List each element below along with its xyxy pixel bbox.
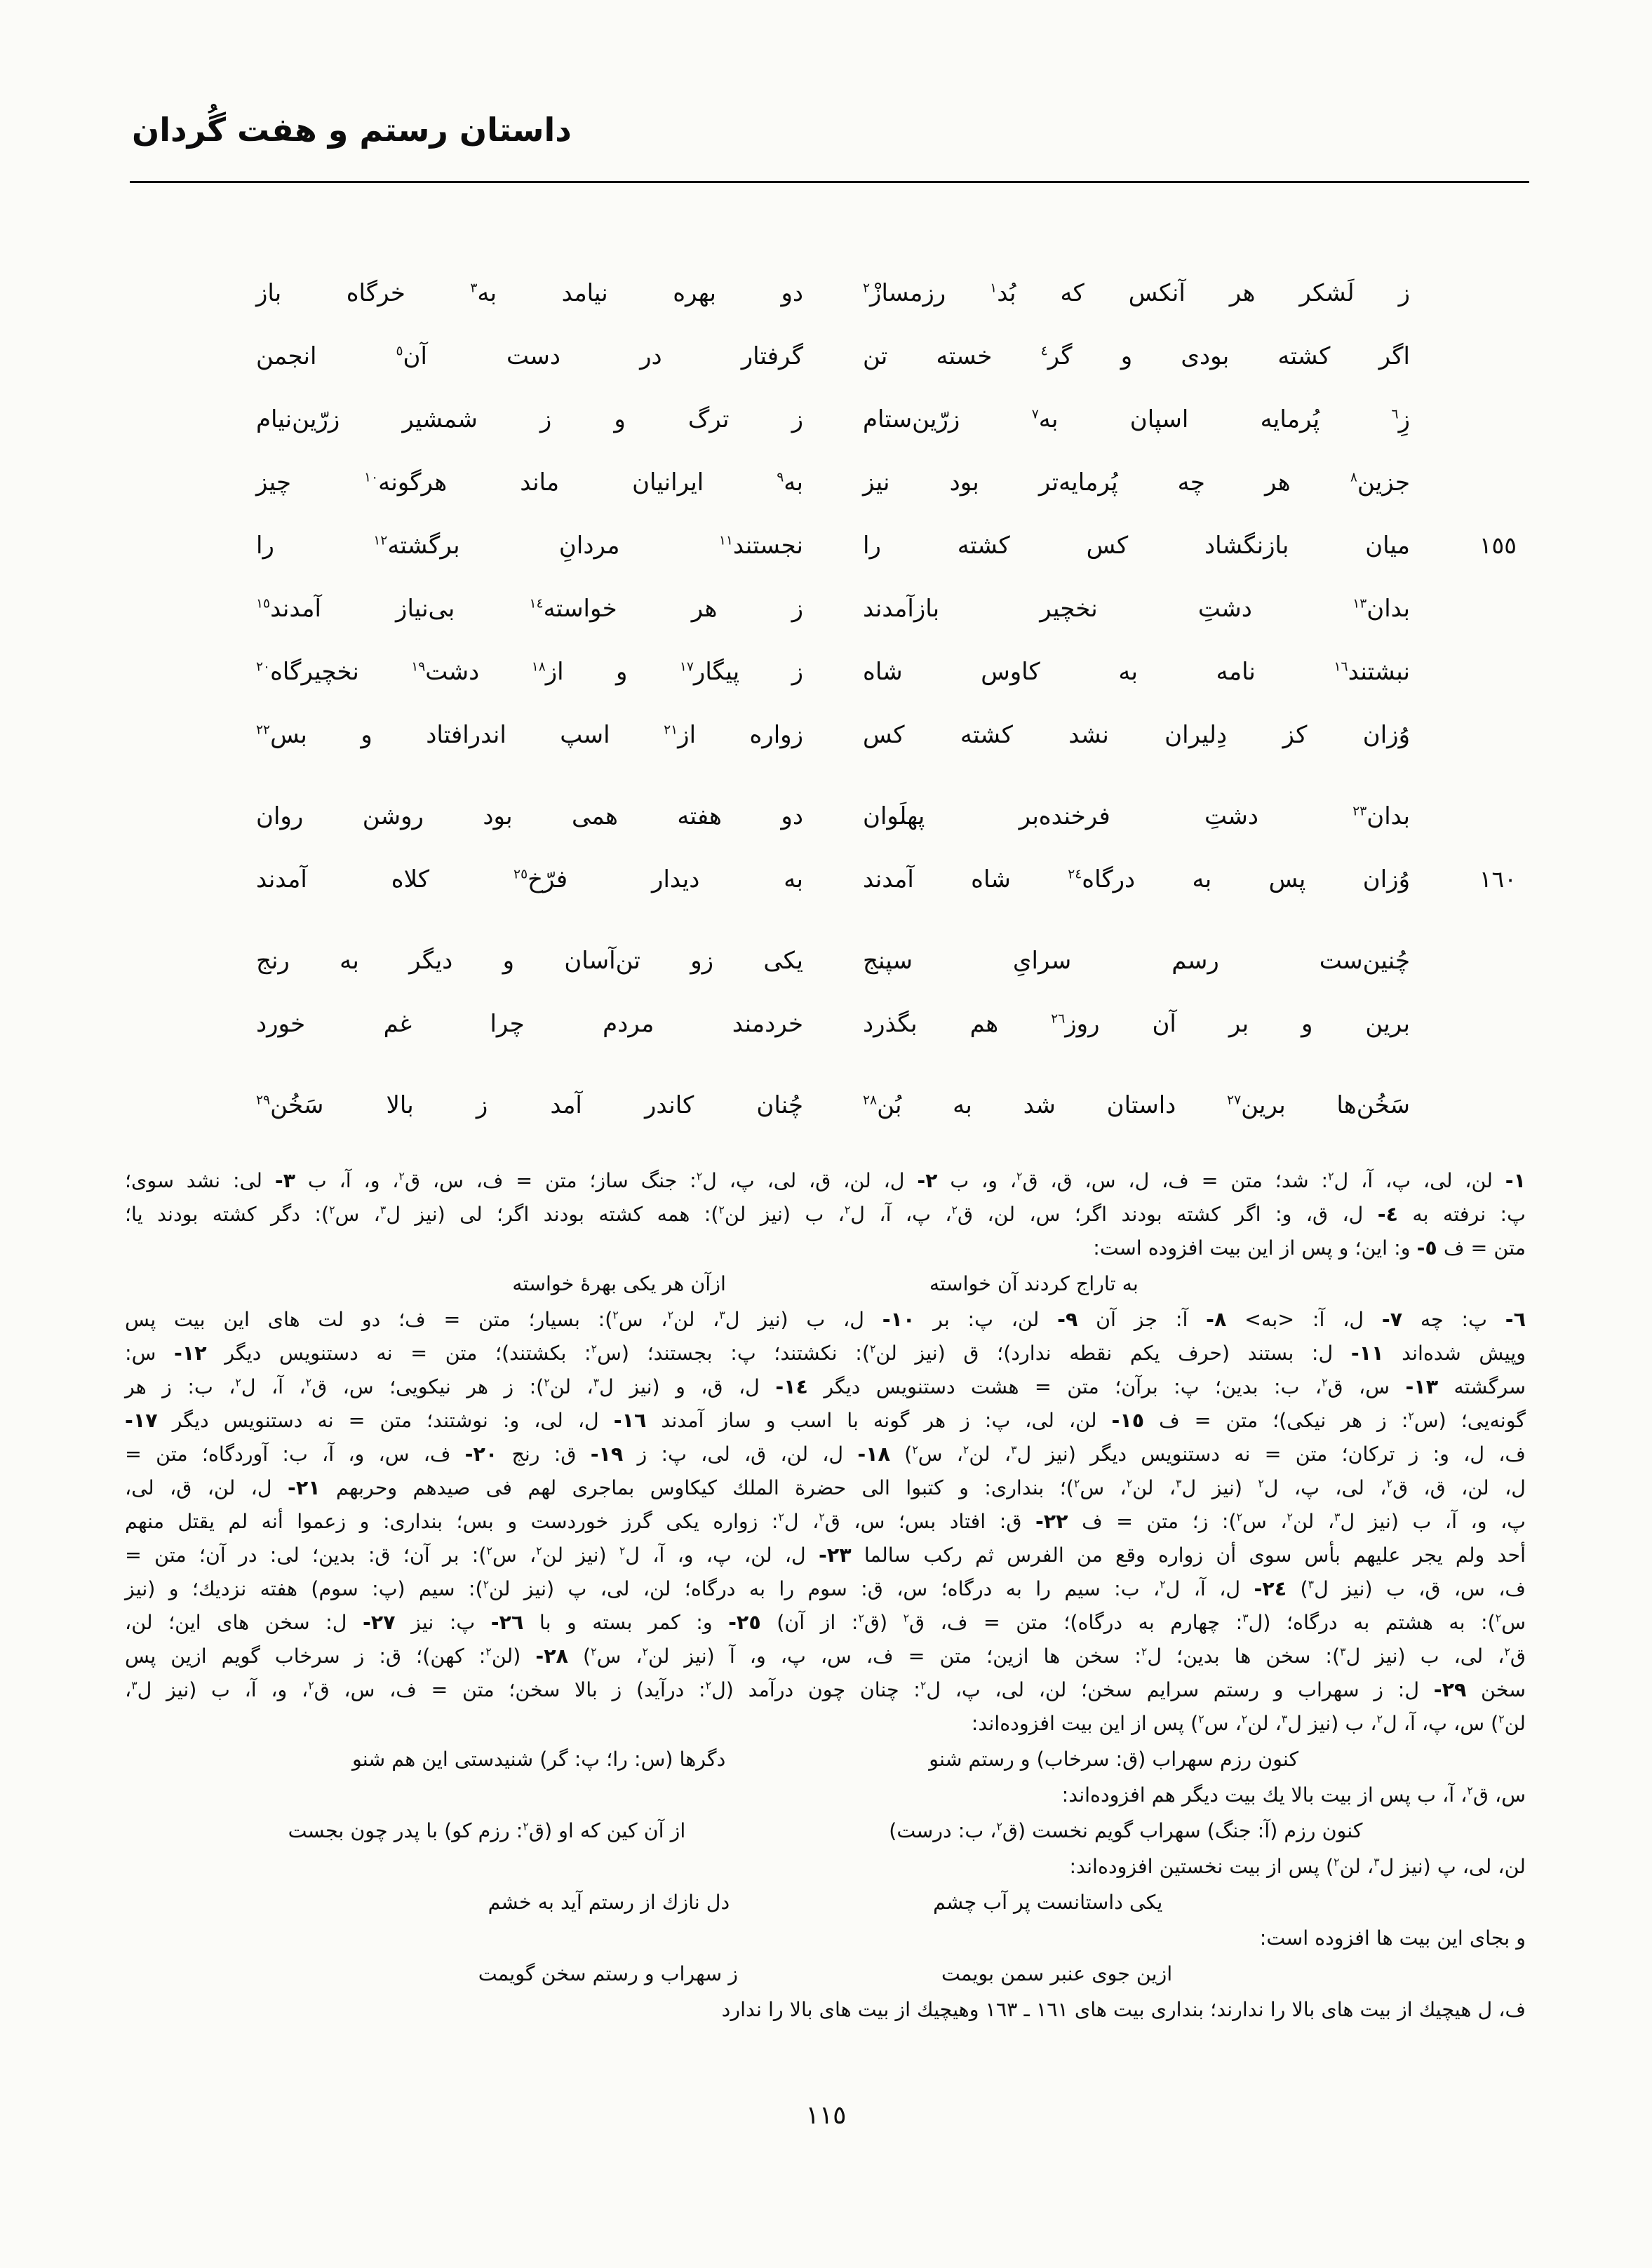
hemistich-right: بدان$^{١٣}$ دشتِ نخچير بازآمدند: [863, 595, 1410, 623]
critical-apparatus: [125, 1164, 1526, 2027]
hemistich-left: دو هفته همى بود روشن روان: [256, 802, 803, 830]
added-verse-left: ز سهراب و رستم سخن گويمت: [478, 1962, 738, 1985]
apparatus-line: ف، ل هيچيك از بيت هاى بالا را ندارند؛ بندارى بيت هاى ١٦١ ـ ١٦٣ وهيچيك از بيت هاى بالا را ندارد: [721, 1998, 1526, 2021]
hemistich-left: خردمند مردم چرا غم خورد: [256, 1010, 803, 1038]
page-title: داستان رستم و هفت گُردان: [132, 111, 572, 149]
hemistich-left: ز پيگار$^{١٧}$ و از$^{١٨}$ دشت$^{١٩}$ نخچيرگاه$^{٢٠}$: [256, 658, 803, 686]
added-verse-right: به تاراج كردند آن خواسته: [929, 1272, 1139, 1295]
apparatus-added-verse: [125, 1814, 1526, 1848]
apparatus-added-verse: [125, 1957, 1526, 1991]
apparatus-line: و بجاى اين بيت ها افزوده است:: [1259, 1926, 1526, 1950]
apparatus-line: ١- لن، لى، پ، آ، ل$^٢$: شد؛ متن = ف، ل، س، ق، ق$^٢$، و، ب ٢- ل، لن، ق، لى، پ، ل$^٢$: جنگ ساز؛ متن = ف، س، ق$^٢$، و، آ، ب ٣- لى: نشد سوى؛: [125, 1169, 1526, 1192]
verse-row: [123, 658, 1529, 721]
hemistich-right: وُزان كز دِليران نشد كشته كس: [863, 721, 1410, 749]
hemistich-right: اگر كشته بودى و گر$^٤$ خسته تن: [863, 342, 1410, 370]
hemistich-right: ميان بازنگشاد كس كشته را: [863, 532, 1410, 560]
added-verse-left: دل نازك از رستم آيد به خشم: [488, 1891, 730, 1914]
hemistich-right: زِ$^٦$ پُرمايه اسپان به$^٧$ زرّين‌ستام: [863, 405, 1410, 433]
verse-row: [123, 1091, 1529, 1154]
verse-row: [123, 405, 1529, 468]
apparatus-line: متن = ف ٥- و: اين؛ و پس از اين بيت افزوده است:: [1093, 1236, 1526, 1260]
apparatus-line: س$^٢$): به هشتم به درگاه؛ (ل$^٣$: چهارم به درگاه)؛ متن = ف، ق$^٢$ (ق$^٢$: از آن) ٢٥- و: كمر بسته و با ٢٦- پ: نيز ٢٧- ل: سخن هاى اين؛ لن،: [125, 1611, 1526, 1634]
verse-row: [123, 947, 1529, 1010]
verse-row: [123, 595, 1529, 658]
apparatus-line: ق$^٢$، لى، ب (نيز ل$^٣$): سخن ها بدين؛ ل$^٢$: سخن ها ازين؛ متن = ف، س، پ، و، آ (نيز لن$^٢$، س$^٢$) ٢٨- (لن$^٢$: كهن)؛ ق: ز سرخاب گويم ازين پس: [125, 1645, 1526, 1668]
header-divider: [130, 181, 1529, 183]
verse-row: [123, 279, 1529, 342]
hemistich-right: جزين$^٨$ هر چه پُرمايه‌تر بود نيز: [863, 468, 1410, 497]
added-verse-right: كنون رزم سهراب (ق: سرخاب) و رستم شنو: [929, 1748, 1299, 1771]
verse-number: ١٥٥: [1479, 532, 1517, 559]
added-verse-right: ازين جوى عنبر سمن بويمت: [941, 1962, 1173, 1985]
hemistich-right: برين و بر آن روز$^{٢٦}$ هم بگذرد: [863, 1010, 1410, 1038]
apparatus-added-verse: [125, 1743, 1526, 1776]
hemistich-left: چُنان كاندر آمد ز بالا سَخُن$^{٢٩}$: [256, 1091, 803, 1119]
apparatus-line: گونه‌يى؛ (س$^٢$: ز هر نيكى)؛ متن = ف ١٥- لن، لى، پ: ز هر گونه با اسب و ساز آمدند ١٦- ل، لى، و: نوشتند؛ متن = نه دستنويس ديگر ١٧-: [125, 1409, 1526, 1432]
hemistich-left: ز ترگ و ز شمشير زرّين‌نيام: [256, 405, 803, 433]
hemistich-left: يكى زو تن‌آسان و ديگر به رنج: [256, 947, 803, 975]
hemistich-right: نبشتند$^{١٦}$ نامه به كاوس شاه: [863, 658, 1410, 686]
verse-row: [123, 342, 1529, 405]
hemistich-left: به ديدار فرّخ$^{٢٥}$ كلاه آمدند: [256, 865, 803, 893]
hemistich-left: زواره از$^{٢١}$ اسپ اندرافتاد و بس$^{٢٢}$: [256, 721, 803, 749]
apparatus-added-verse: [125, 1886, 1526, 1919]
hemistich-right: چُنين‌ست رسم سراىِ سپنج: [863, 947, 1410, 975]
apparatus-line: ل، لن، ق، ق$^٢$، لى، پ، ل$^٢$ (نيز ل$^٣$، لن$^٢$، س$^٢$)؛ بندارى: و كتبوا الى حضرة الملك كيكاوس بماجرى لهم فى صيدهم وحربهم ٢١- ل، لن، ق، لى،: [125, 1476, 1526, 1499]
apparatus-line: سخن ٢٩- ل: ز سهراب و رستم سرايم سخن؛ لن، لى، پ، ل$^٢$: چنان چون درآمد (ل$^٢$: درآيد) ز بالا سخن؛ متن = ف، س، ق$^٢$، و، آ، ب (نيز ل$^٣$،: [125, 1678, 1526, 1701]
added-verse-left: از آن كين كه او (ق$^٢$: رزم كو) با پدر چون بجست: [288, 1819, 686, 1842]
hemistich-right: بدان$^{٢٣}$ دشتِ فرخنده‌بر پهلَوان: [863, 802, 1410, 830]
added-verse-right: يكى داستانست پر آب چشم: [933, 1891, 1163, 1914]
apparatus-line: پ: نرفته به ٤- ل، ق، و: اگر كشته بودند اگر؛ س، لن، ق$^٢$، پ، آ، ل$^٢$، ب (نيز لن$^٢$): همه كشته بودند اگر؛ لى (نيز ل$^٣$، س$^٢$): دگر كشته بودند يا؛: [125, 1203, 1526, 1226]
apparatus-line: س، ق$^٢$، آ، ب پس از بيت بالا يك بيت ديگر هم افزوده‌اند:: [1061, 1783, 1526, 1807]
apparatus-line: أحد ولم يجر عليهم بأس سوى أن زواره وقع من الفرس ثم ركب سالما ٢٣- ل، لن، پ، و، آ، ل$^٢$ (نيز لن$^٢$، س$^٢$): بر آن؛ ق: بدين؛ لى: در آن؛ متن =: [125, 1544, 1526, 1567]
apparatus-line: ف، ل، و: ز تركان؛ متن = نه دستنويس ديگر (نيز ل$^٣$، لن$^٢$، س$^٢$) ١٨- ل، لن، ق، لى، پ: ز ١٩- ق: رنج ٢٠- ف، س، و، آ، ب: آوردگاه؛ متن =: [125, 1443, 1526, 1466]
hemistich-right: سَخُن‌ها برين$^{٢٧}$ داستان شد به بُن$^{٢٨}$: [863, 1091, 1411, 1119]
verse-number: ١٦٠: [1479, 865, 1517, 893]
apparatus-line: ٦- پ: چه ٧- ل، آ: <به> ٨- آ: جز آن ٩- لن، پ: بر ١٠- ل، ب (نيز ل$^٣$، لن$^٢$، س$^٢$): بسيار؛ متن = ف؛ دو لت هاى اين بيت پس: [125, 1308, 1526, 1331]
verse-row: [123, 468, 1529, 532]
hemistich-left: ز هر خواسته$^{١٤}$ بى‌نياز آمدند$^{١٥}$: [256, 595, 803, 623]
apparatus-line: لن$^٢$) س، پ، آ، ل$^٢$، ب (نيز ل$^٣$، لن$^٢$، س$^٢$) پس از اين بيت افزوده‌اند:: [971, 1712, 1526, 1735]
hemistich-right: ز لَشكر هر آنكس كه بُد$^١$ رزمسازْ$^٢$: [863, 279, 1410, 307]
apparatus-added-verse: [125, 1267, 1526, 1301]
apparatus-line: سرگشته ١٣- س، ق$^٢$، ب: بدين؛ پ: برآن؛ متن = هشت دستنويس ديگر ١٤- ل، ق، و (نيز ل$^٣$، لن$^٢$): ز هر نيكويى؛ س، ق$^٢$، آ، ل$^٢$، ب: ز هر: [125, 1375, 1526, 1398]
verse-row: [123, 1010, 1529, 1073]
hemistich-left: نجستند$^{١١}$ مردانِ برگشته$^{١٢}$ را: [256, 532, 803, 560]
added-verse-left: دگرها (س: را؛ پ: گر) شنيدستى اين هم شنو: [351, 1748, 726, 1771]
apparatus-line: لن، لى، پ (نيز ل$^٣$، لن$^٢$) پس از بيت نخستين افزوده‌اند:: [1069, 1855, 1526, 1878]
added-verse-right: كنون رزم (آ: جنگ) سهراب گويم نخست (ق$^٢$، ب: درست): [889, 1819, 1363, 1842]
added-verse-left: ازآن هر يكى بهرهٔ خواسته: [512, 1272, 726, 1295]
apparatus-line: پ، و، آ، ب (نيز ل$^٣$، لن$^٢$، س$^٢$): ز؛ متن = ف ٢٢- ق: افتاد بس؛ س، ق$^٢$، ل$^٢$: زواره يكى گرز خوردست و بس؛ بندارى: و زعموا أنه لم يقتل منهم: [125, 1510, 1526, 1533]
hemistich-left: گرفتار در دست آن$^٥$ انجمن: [256, 342, 804, 370]
verse-row: [123, 802, 1529, 865]
apparatus-line: ف، س، ق، ب (نيز ل$^٣$) ٢٤- ل، آ، ل$^٢$، ب: سيم را به درگاه؛ س، ق: سوم را به درگاه؛ لن، لى، پ (نيز لن$^٢$): سيم (پ: سوم) هفته نزديك؛ و (نيز: [125, 1577, 1526, 1600]
hemistich-left: دو بهره نيامد به$^٣$ خرگاه باز: [256, 279, 803, 307]
verse-row: [123, 532, 1529, 595]
page-number: ١١٥: [805, 2101, 847, 2130]
verse-row: [123, 865, 1529, 929]
hemistich-left: به$^٩$ ايرانيان ماند هرگونه$^{١٠}$ چيز: [256, 468, 803, 497]
apparatus-line: وپيش شده‌اند ١١- ل: بستند (حرف يكم نقطه ندارد)؛ ق (نيز لن$^٢$): نكشتند؛ پ: بجستند؛ (س$^٢$: بكشتند)؛ متن = نه دستنويس ديگر ١٢- س:: [125, 1342, 1526, 1365]
hemistich-right: وُزان پس به درگاه$^{٢٤}$ شاه آمدند: [863, 865, 1410, 893]
poem-block: [123, 279, 1529, 1154]
verse-row: [123, 721, 1529, 784]
